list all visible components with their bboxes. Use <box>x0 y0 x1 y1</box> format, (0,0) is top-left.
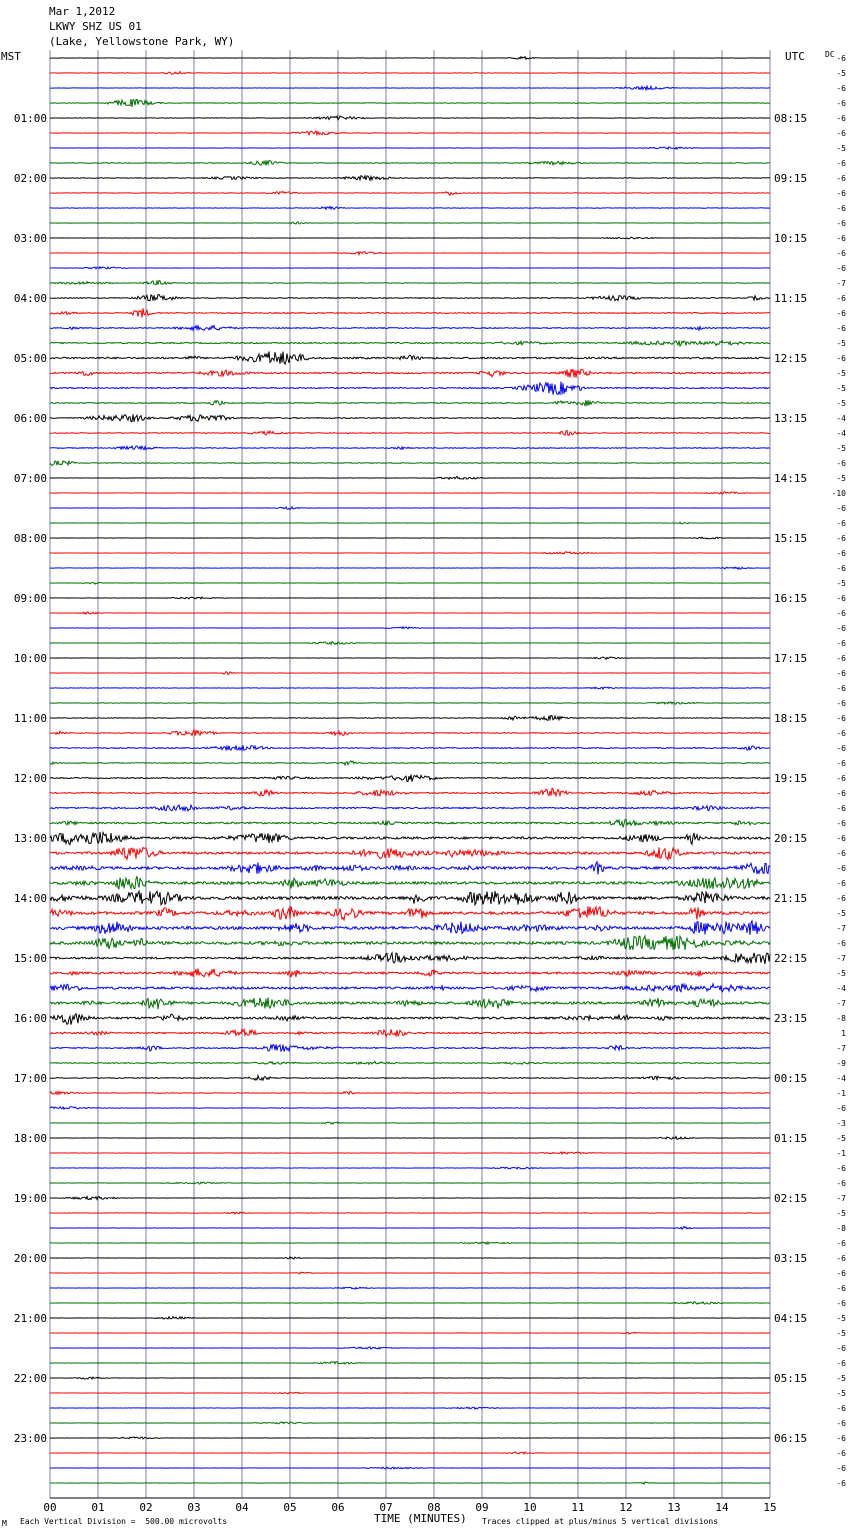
dc-offset-label: -6 <box>836 879 846 888</box>
left-hour-label: 02:00 <box>13 172 47 185</box>
trace-79 <box>50 1242 770 1244</box>
scale-note: Each Vertical Division = 500.00 microvolts <box>20 1517 228 1526</box>
trace-39 <box>50 642 770 645</box>
trace-67 <box>50 1061 770 1064</box>
dc-offset-label: -8 <box>836 1014 846 1023</box>
trace-33 <box>50 552 770 554</box>
dc-offset-label: -6 <box>836 294 846 303</box>
dc-offset-label: -6 <box>836 864 846 873</box>
left-hour-label: 10:00 <box>13 652 47 665</box>
trace-30 <box>50 507 770 510</box>
right-hour-label: 09:15 <box>774 172 808 185</box>
right-hour-label: 04:15 <box>774 1312 808 1325</box>
dc-offset-label: -6 <box>836 1419 846 1428</box>
trace-59 <box>50 936 770 950</box>
left-hour-label: 16:00 <box>13 1012 47 1025</box>
trace-65 <box>50 1029 770 1037</box>
left-hour-label: 09:00 <box>13 592 47 605</box>
dc-offset-label: -5 <box>836 144 846 153</box>
corner-mark: M <box>2 1519 7 1528</box>
trace-88 <box>50 1377 770 1379</box>
clip-note: Traces clipped at plus/minus 5 vertical divisions <box>482 1517 719 1526</box>
trace-27 <box>50 461 770 466</box>
dc-offset-label: -6 <box>836 1434 846 1443</box>
x-tick-label: 00 <box>43 1501 57 1514</box>
dc-offset-label: -5 <box>836 969 846 978</box>
right-hour-label: 20:15 <box>774 832 808 845</box>
trace-90 <box>50 1407 770 1409</box>
trace-61 <box>50 969 770 978</box>
trace-66 <box>50 1045 770 1052</box>
x-tick-label: 11 <box>571 1501 585 1514</box>
left-hour-label: 23:00 <box>13 1432 47 1445</box>
dc-offset-label: -6 <box>836 654 846 663</box>
trace-81 <box>50 1272 770 1274</box>
left-hour-label: 14:00 <box>13 892 47 905</box>
x-tick-label: 04 <box>235 1501 249 1514</box>
trace-49 <box>50 788 770 796</box>
left-hour-label: 01:00 <box>13 112 47 125</box>
dc-offset-label: -6 <box>836 219 846 228</box>
dc-offset-label: -6 <box>836 729 846 738</box>
trace-74 <box>50 1167 770 1169</box>
x-tick-label: 08 <box>427 1501 441 1514</box>
trace-13 <box>50 252 770 255</box>
dc-offset-label: -6 <box>836 669 846 678</box>
dc-offset-label: -7 <box>836 279 846 288</box>
x-tick-label: 09 <box>475 1501 489 1514</box>
dc-offset-label: -6 <box>836 609 846 618</box>
trace-1 <box>50 72 770 75</box>
dc-offset-label: -6 <box>836 1344 846 1353</box>
trace-25 <box>50 430 770 435</box>
dc-offset-label: -5 <box>836 69 846 78</box>
dc-offset-label: -5 <box>836 1314 846 1323</box>
dc-offset-label: -6 <box>836 249 846 258</box>
dc-offset-label: -5 <box>836 339 846 348</box>
dc-offset-label: -6 <box>836 564 846 573</box>
trace-47 <box>50 761 770 765</box>
dc-offset-label: -6 <box>836 519 846 528</box>
left-hour-label: 18:00 <box>13 1132 47 1145</box>
dc-offset-label: -6 <box>836 1239 846 1248</box>
dc-offset-label: -6 <box>836 234 846 243</box>
trace-46 <box>50 746 770 751</box>
dc-offset-label: 1 <box>841 1029 846 1038</box>
right-hour-label: 13:15 <box>774 412 808 425</box>
trace-0 <box>50 57 770 60</box>
dc-offset-label: -6 <box>836 639 846 648</box>
trace-22 <box>50 382 770 395</box>
dc-offset-label: -6 <box>836 1284 846 1293</box>
dc-offset-label: -6 <box>836 939 846 948</box>
left-hour-label: 04:00 <box>13 292 47 305</box>
left-hour-label: 08:00 <box>13 532 47 545</box>
trace-86 <box>50 1347 770 1349</box>
trace-16 <box>50 294 770 300</box>
trace-55 <box>50 876 770 889</box>
trace-20 <box>50 351 770 364</box>
right-hour-label: 14:15 <box>774 472 808 485</box>
left-hour-label: 06:00 <box>13 412 47 425</box>
trace-28 <box>50 476 770 479</box>
trace-57 <box>50 906 770 920</box>
trace-71 <box>50 1122 770 1124</box>
trace-85 <box>50 1332 770 1334</box>
trace-29 <box>50 492 770 494</box>
trace-14 <box>50 267 770 269</box>
dc-offset-label: -6 <box>836 354 846 363</box>
trace-35 <box>50 583 770 585</box>
left-hour-label: 15:00 <box>13 952 47 965</box>
dc-offset-label: -6 <box>836 534 846 543</box>
dc-offset-label: -6 <box>836 684 846 693</box>
x-tick-label: 07 <box>379 1501 393 1514</box>
trace-40 <box>50 657 770 659</box>
trace-51 <box>50 819 770 827</box>
dc-offset-label: -6 <box>836 834 846 843</box>
left-hour-label: 20:00 <box>13 1252 47 1265</box>
trace-2 <box>50 86 770 90</box>
dc-offset-label: -5 <box>836 909 846 918</box>
x-tick-label: 03 <box>187 1501 201 1514</box>
trace-34 <box>50 567 770 569</box>
trace-93 <box>50 1452 770 1454</box>
right-hour-label: 17:15 <box>774 652 808 665</box>
dc-offset-label: -6 <box>836 1479 846 1488</box>
trace-41 <box>50 672 770 675</box>
left-hour-label: 12:00 <box>13 772 47 785</box>
dc-offset-label: -6 <box>836 459 846 468</box>
trace-8 <box>50 176 770 181</box>
trace-45 <box>50 730 770 736</box>
trace-24 <box>50 414 770 421</box>
trace-73 <box>50 1152 770 1154</box>
dc-offset-label: -5 <box>836 1329 846 1338</box>
right-hour-label: 23:15 <box>774 1012 808 1025</box>
right-hour-label: 03:15 <box>774 1252 808 1265</box>
x-tick-label: 13 <box>667 1501 681 1514</box>
dc-offset-label: -6 <box>836 789 846 798</box>
dc-offset-label: -6 <box>836 264 846 273</box>
right-hour-label: 15:15 <box>774 532 808 545</box>
trace-19 <box>50 340 770 346</box>
trace-77 <box>50 1212 770 1214</box>
trace-5 <box>50 131 770 135</box>
dc-offset-label: -6 <box>836 1179 846 1188</box>
dc-offset-label: -6 <box>836 129 846 138</box>
dc-offset-label: -6 <box>836 714 846 723</box>
dc-offset-label: -5 <box>836 1134 846 1143</box>
axis-labels <box>14 54 846 1514</box>
dc-label: DC <box>825 50 835 59</box>
dc-offset-label: -5 <box>836 1374 846 1383</box>
trace-23 <box>50 400 770 406</box>
left-hour-label: 22:00 <box>13 1372 47 1385</box>
trace-21 <box>50 369 770 378</box>
trace-17 <box>50 308 770 317</box>
trace-42 <box>50 687 770 689</box>
right-hour-label: 16:15 <box>774 592 808 605</box>
trace-52 <box>50 832 770 845</box>
left-hour-label: 17:00 <box>13 1072 47 1085</box>
left-hour-label: 11:00 <box>13 712 47 725</box>
left-hour-label: 07:00 <box>13 472 47 485</box>
dc-offset-label: -4 <box>836 429 846 438</box>
left-hour-label: 05:00 <box>13 352 47 365</box>
trace-78 <box>50 1227 770 1230</box>
dc-offset-label: -6 <box>836 174 846 183</box>
dc-offset-label: -6 <box>836 1299 846 1308</box>
dc-offset-label: -6 <box>836 624 846 633</box>
right-hour-label: 08:15 <box>774 112 808 125</box>
dc-offset-label: -6 <box>836 894 846 903</box>
dc-offset-label: -6 <box>836 189 846 198</box>
dc-offset-label: -5 <box>836 444 846 453</box>
x-tick-label: 06 <box>331 1501 345 1514</box>
dc-offset-label: -7 <box>836 924 846 933</box>
trace-72 <box>50 1137 770 1140</box>
right-hour-label: 02:15 <box>774 1192 808 1205</box>
trace-4 <box>50 116 770 120</box>
x-tick-label: 02 <box>139 1501 153 1514</box>
trace-38 <box>50 627 770 629</box>
trace-94 <box>50 1467 770 1469</box>
dc-offset-label: -7 <box>836 1194 846 1203</box>
trace-87 <box>50 1362 770 1364</box>
trace-3 <box>50 99 770 107</box>
dc-offset-label: -6 <box>836 759 846 768</box>
right-axis-title: UTC <box>785 50 805 63</box>
x-tick-label: 12 <box>619 1501 633 1514</box>
dc-offset-label: -6 <box>836 84 846 93</box>
trace-31 <box>50 522 770 524</box>
trace-26 <box>50 446 770 450</box>
trace-32 <box>50 537 770 539</box>
x-tick-label: 01 <box>91 1501 105 1514</box>
dc-offset-label: -7 <box>836 999 846 1008</box>
dc-offset-label: -9 <box>836 1059 846 1068</box>
dc-offset-label: -6 <box>836 204 846 213</box>
trace-37 <box>50 612 770 614</box>
x-tick-label: 14 <box>715 1501 729 1514</box>
trace-92 <box>50 1437 770 1439</box>
dc-offset-label: -6 <box>836 1254 846 1263</box>
trace-48 <box>50 775 770 782</box>
dc-offset-label: -5 <box>836 369 846 378</box>
trace-43 <box>50 702 770 704</box>
trace-69 <box>50 1091 770 1094</box>
x-axis-title: TIME (MINUTES) <box>374 1512 467 1525</box>
dc-offset-label: -7 <box>836 954 846 963</box>
right-hour-label: 22:15 <box>774 952 808 965</box>
dc-offset-label: -4 <box>836 1074 846 1083</box>
dc-offset-label: -6 <box>836 774 846 783</box>
trace-53 <box>50 847 770 859</box>
dc-offset-label: -1 <box>836 1149 846 1158</box>
dc-offset-label: -1 <box>836 1089 846 1098</box>
trace-56 <box>50 891 770 905</box>
trace-68 <box>50 1076 770 1081</box>
trace-10 <box>50 207 770 210</box>
dc-offset-label: -4 <box>836 414 846 423</box>
chart-location: (Lake, Yellowstone Park, WY) <box>49 35 235 48</box>
chart-station: LKWY SHZ US 01 <box>49 20 142 33</box>
trace-11 <box>50 222 770 224</box>
right-hour-label: 01:15 <box>774 1132 808 1145</box>
seismic-traces <box>50 57 770 1484</box>
trace-50 <box>50 805 770 811</box>
right-hour-label: 00:15 <box>774 1072 808 1085</box>
right-hour-label: 21:15 <box>774 892 808 905</box>
trace-75 <box>50 1182 770 1184</box>
dc-offset-label: -6 <box>836 1104 846 1113</box>
right-hour-label: 05:15 <box>774 1372 808 1385</box>
trace-7 <box>50 161 770 166</box>
x-tick-label: 15 <box>763 1501 777 1514</box>
trace-12 <box>50 237 770 239</box>
dc-offset-label: -6 <box>836 1359 846 1368</box>
dc-offset-label: -6 <box>836 114 846 123</box>
trace-58 <box>50 921 770 935</box>
dc-offset-label: -6 <box>836 324 846 333</box>
trace-82 <box>50 1287 770 1289</box>
trace-63 <box>50 997 770 1009</box>
dc-offset-label: -6 <box>836 1164 846 1173</box>
trace-36 <box>50 597 770 599</box>
trace-70 <box>50 1107 770 1110</box>
dc-offset-label: -5 <box>836 474 846 483</box>
trace-83 <box>50 1302 770 1304</box>
left-hour-label: 03:00 <box>13 232 47 245</box>
dc-offset-label: -5 <box>836 384 846 393</box>
right-hour-label: 10:15 <box>774 232 808 245</box>
dc-offset-label: -6 <box>836 1464 846 1473</box>
right-hour-label: 11:15 <box>774 292 808 305</box>
trace-15 <box>50 280 770 284</box>
left-hour-label: 19:00 <box>13 1192 47 1205</box>
trace-9 <box>50 191 770 195</box>
chart-date: Mar 1,2012 <box>49 5 116 18</box>
right-hour-label: 18:15 <box>774 712 808 725</box>
dc-offset-label: -6 <box>836 99 846 108</box>
trace-18 <box>50 325 770 330</box>
right-hour-label: 12:15 <box>774 352 808 365</box>
trace-62 <box>50 984 770 993</box>
trace-44 <box>50 716 770 721</box>
right-hour-label: 19:15 <box>774 772 808 785</box>
left-hour-label: 21:00 <box>13 1312 47 1325</box>
dc-offset-label: -6 <box>836 504 846 513</box>
left-axis-title: MST <box>1 50 21 63</box>
trace-64 <box>50 1014 770 1025</box>
dc-offset-label: -6 <box>836 804 846 813</box>
dc-offset-label: -6 <box>836 309 846 318</box>
dc-offset-label: -4 <box>836 984 846 993</box>
dc-offset-label: -5 <box>836 1209 846 1218</box>
dc-offset-label: -6 <box>836 819 846 828</box>
dc-offset-label: -6 <box>836 1269 846 1278</box>
trace-80 <box>50 1257 770 1259</box>
minute-gridlines <box>50 50 770 1498</box>
x-tick-label: 05 <box>283 1501 297 1514</box>
trace-54 <box>50 862 770 875</box>
dc-offset-label: -5 <box>836 399 846 408</box>
dc-offset-label: -6 <box>836 549 846 558</box>
x-tick-label: 10 <box>523 1501 537 1514</box>
dc-offset-label: -3 <box>836 1119 846 1128</box>
dc-offset-label: -6 <box>836 1449 846 1458</box>
trace-76 <box>50 1197 770 1200</box>
trace-89 <box>50 1392 770 1394</box>
dc-offset-label: -8 <box>836 1224 846 1233</box>
trace-95 <box>50 1482 770 1484</box>
dc-offset-label: -6 <box>836 159 846 168</box>
dc-offset-label: -6 <box>836 849 846 858</box>
right-hour-label: 06:15 <box>774 1432 808 1445</box>
dc-offset-label: -5 <box>836 1389 846 1398</box>
dc-offset-label: -5 <box>836 579 846 588</box>
dc-offset-label: -7 <box>836 1044 846 1053</box>
dc-offset-label: -10 <box>831 489 846 498</box>
dc-offset-label: -6 <box>836 1404 846 1413</box>
dc-offset-label: -6 <box>836 699 846 708</box>
dc-offset-label: -6 <box>836 594 846 603</box>
trace-60 <box>50 953 770 964</box>
trace-91 <box>50 1422 770 1424</box>
left-hour-label: 13:00 <box>13 832 47 845</box>
dc-offset-label: -6 <box>836 54 846 63</box>
trace-84 <box>50 1317 770 1319</box>
dc-offset-label: -6 <box>836 744 846 753</box>
trace-6 <box>50 147 770 149</box>
